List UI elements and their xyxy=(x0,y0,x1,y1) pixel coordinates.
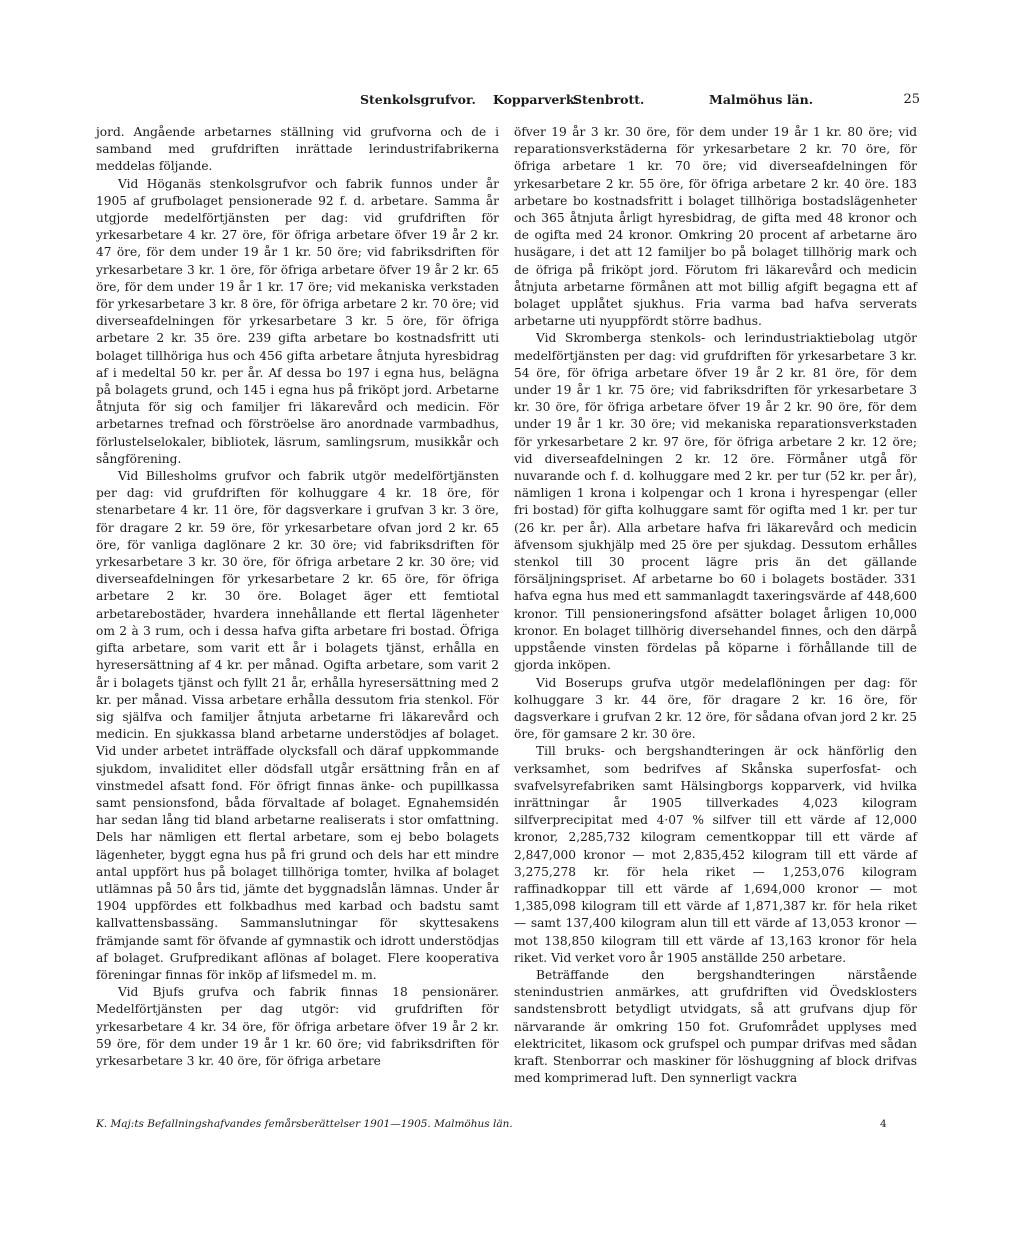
running-head-quarries: Stenbrott. xyxy=(573,92,645,107)
paragraph: Till bruks- och bergshandteringen är ock hänförlig den verksamhet, som bedrifves af Skånska superfosfat- och svafvelsyrefabriken samt Hälsingborgs kopparverk, vid hvilka inrättningar år 1905 tillverkades 4,023 kilogram silfverprecipitat med 4·07 % silfver till ett värde af 12,000 kronor, 2,285,732 kilogram cementkoppar till ett värde af 2,847,000 kronor — mot 2,835,452 kilogram till ett värde af 3,275,278 kr. för hela riket — 1,253,076 kilogram raffinadkoppar till ett värde af 1,694,000 kronor — mot 1,385,098 kilogram till ett värde af 1,871,387 kr. för hela riket — samt 137,400 kilogram alun till ett värde af 13,053 kronor — mot 138,850 kilogram till ett värde af 13,163 kronor för hela riket. Vid verket voro år 1905 anställde 250 arbetare. xyxy=(514,744,917,965)
left-column xyxy=(96,124,499,1070)
page-footer xyxy=(96,1118,926,1136)
paragraph: Vid Billesholms grufvor och fabrik utgör medelförtjänsten per dag: vid grufdriften för kolhuggare 4 kr. 18 öre, för stenarbetare 4 kr. 11 öre, för dagsverkare i grufvan 3 kr. 3 öre, för dragare 2 kr. 59 öre, för yrkesarbetare ofvan jord 2 kr. 65 öre, för vanliga daglönare 2 kr. 30 öre; vid fabriksdriften för yrkesarbetare 3 kr. 30 öre, för öfriga arbetare 2 kr. 30 öre; vid diverseafdelningen för yrkesarbetare 2 kr. 65 öre, för öfriga arbetare 2 kr. 30 öre. Bolaget äger ett femtiotal arbetarebostäder, hvardera innehållande ett flertal lägenheter om 2 à 3 rum, och i dessa hafva gifta arbetare fri bostad. Öfriga gifta arbetare, som varit ett år i bolagets tjänst, erhålla en hyresersättning af 4 kr. per månad. Ogifta arbetare, som varit 2 år i bolagets tjänst och fyllt 21 år, erhålla hyresersättning med 2 kr. per månad. Vissa arbetare erhålla dessutom fria stenkol. För sig själfva och familjer åtnjuta arbetarne fri läkarevård och medicin. En sjukkassa bland arbetarne understödjes af bolaget. Vid under arbetet inträffade olycksfall och däraf uppkommande sjukdom, invaliditet eller dödsfall utgår ersättning från en af vinstmedel afsatt fond. För öfrigt finnas änke- och pupillkassa samt pensionsfond, båda förvaltade af bolaget. Egnahemsidén har sedan lång tid bland arbetarne realiserats i stor omfattning. Dels har nämligen ett flertal arbetare, som ej bebo bolagets lägenheter, byggt egna hus på fri grund och dels har ett mindre antal uppfört hus på bolaget tillhöriga tomter, hvilka af bolaget utlämnas på 50 års tid, jämte det byggnadslån lämnas. Under år 1904 uppfördes ett folkbadhus med karbad och badstu samt kallvattensbassäng. Sammanslutningar för skyttesakens främjande samt för öfvande af gymnastik och idrott understödjas af bolaget. Grufpredikant aflönas af bolaget. Flere kooperativa föreningar finnas för inköp af lifsmedel m. m. xyxy=(96,469,499,982)
paragraph: Beträffande den bergshandteringen närstående stenindustrien anmärkes, att grufdriften vid Övedsklosters sandstensbrott betydligt utvidgats, så att grufvans djup för närvarande är omkring 150 fot. Grufområdet upplyses med elektricitet, likasom ock grufspel och pumpar drifvas med sådan kraft. Stenborrar och maskiner för löshuggning af block drifvas med komprimerad luft. Den synnerligt vackra xyxy=(514,967,917,1086)
running-head-county: Malmöhus län. xyxy=(709,92,814,107)
paragraph: Vid Boserups grufva utgör medelaflöningen per dag: för kolhuggare 3 kr. 44 öre, för dragare 2 kr. 16 öre, för dagsverkare i grufvan 2 kr. 12 öre, för sådana ofvan jord 2 kr. 25 öre, för gamsare 2 kr. 30 öre. xyxy=(514,675,917,742)
paragraph: Vid Bjufs grufva och fabrik finnas 18 pensionärer. Medelförtjänsten per dag utgör: vid grufdriften för yrkesarbetare 4 kr. 34 öre, för öfriga arbetare öfver 19 år 2 kr. 59 öre, för dem under 19 år 1 kr. 60 öre; vid fabriksdriften för yrkesarbetare 3 kr. 40 öre, för öfriga arbetare xyxy=(96,985,499,1068)
right-column xyxy=(514,124,917,1087)
paragraph: Vid Skromberga stenkols- och lerindustriaktiebolag utgör medelförtjänsten per dag: vid grufdriften för yrkesarbetare 3 kr. 54 öre, för öfriga arbetare öfver 19 år 2 kr. 81 öre, för dem under 19 år 1 kr. 75 öre; vid fabriksdriften för yrkesarbetare 3 kr. 30 öre, för öfriga arbetare öfver 19 år 2 kr. 90 öre, för dem under 19 år 1 kr. 30 öre; vid mekaniska reparationsverkstaden för yrkesarbetare 2 kr. 97 öre, för öfriga arbetare 2 kr. 12 öre; vid diverseafdelningen 2 kr. 12 öre. Förmåner utgå för nuvarande och f. d. kolhuggare med 2 kr. per tur (52 kr. per år), nämligen 1 krona i kolpengar och 1 krona i hyrespengar (eller fri bostad) för gifta kolhuggare samt för ogifta med 1 kr. per tur (26 kr. per år). Alla arbetare hafva fri läkarevård och medicin äfvensom sjukhjälp med 25 öre per sjukdag. Dessutom erhålles stenkol till 30 procent lägre pris än det gällande försäljningspriset. Af arbetarne bo 60 i bolagets bostäder. 331 hafva egna hus med ett sammanlagdt taxeringsvärde af 448,600 kronor. Till pensioneringsfond afsätter bolaget årligen 10,000 kronor. En bolaget tillhörig diversehandel finnes, och den därpå uppstående vinsten fördelas på köparne i förhållande till de gjorda inköpen. xyxy=(514,331,917,673)
running-head-collieries: Stenkolsgrufvor. xyxy=(360,92,476,107)
signature-mark: 4 xyxy=(880,1118,887,1130)
footer-citation: K. Maj:ts Befallningshafvandes femårsberättelser 1901—1905. Malmöhus län. xyxy=(96,1118,513,1130)
paragraph: öfver 19 år 3 kr. 30 öre, för dem under 19 år 1 kr. 80 öre; vid reparationsverkstäderna för yrkesarbetare 2 kr. 70 öre, för öfriga arbetare 1 kr. 70 öre; vid diverseafdelningen för yrkesarbetare 2 kr. 55 öre, för öfriga arbetare 2 kr. 40 öre. 183 arbetare bo kostnadsfritt i bolaget tillhöriga bostadslägenheter och 365 åtnjuta årligt hyresbidrag, de gifta med 48 kronor och de ogifta med 24 kronor. Omkring 20 procent af arbetarne äro husägare, i det att 12 familjer bo på bolaget tillhörig mark och de öfriga på friköpt jord. Förutom fri läkarevård och medicin åtnjuta arbetarne förmånen att mot billig afgift begagna ett af bolaget upplåtet sjukhus. Fria varma bad hafva serverats arbetarne uti nyuppfördt större badhus. xyxy=(514,125,917,329)
paragraph: Vid Höganäs stenkolsgrufvor och fabrik funnos under år 1905 af grufbolaget pensionerade 92 f. d. arbetare. Samma år utgjorde medelförtjänsten per dag: vid grufdriften för yrkesarbetare 4 kr. 27 öre, för öfriga arbetare öfver 19 år 2 kr. 47 öre, för dem under 19 år 1 kr. 50 öre; vid fabriksdriften för yrkesarbetare 3 kr. 1 öre, för öfriga arbetare öfver 19 år 2 kr. 65 öre, för dem under 19 år 1 kr. 17 öre; vid mekaniska verkstaden för yrkesarbetare 3 kr. 8 öre, för öfriga arbetare 2 kr. 70 öre; vid diverseafdelningen för yrkesarbetare 3 kr. 5 öre, för öfriga arbetare 2 kr. 35 öre. 239 gifta arbetare bo kostnadsfritt uti bolaget tillhöriga hus och 456 gifta arbetare åtnjuta hyresbidrag af i medeltal 50 kr. per år. Af dessa bo 197 i egna hus, belägna på bolagets grund, och 145 i egna hus på friköpt jord. Arbetarne åtnjuta för sig och familjer fri läkarevård och medicin. För arbetarnes trefnad och förströelse äro anordnade varmbadhus, förlustelselokaler, bibliotek, läsrum, samlingsrum, musikkår och sångförening. xyxy=(96,176,499,466)
page-number: 25 xyxy=(903,92,920,107)
running-header xyxy=(360,92,920,112)
paragraph: jord. Angående arbetarnes ställning vid grufvorna och de i samband med grufdriften inrättade lerindustrifabrikerna meddelas följande. xyxy=(96,125,499,174)
running-head-copperworks: Kopparverk. xyxy=(493,92,579,107)
